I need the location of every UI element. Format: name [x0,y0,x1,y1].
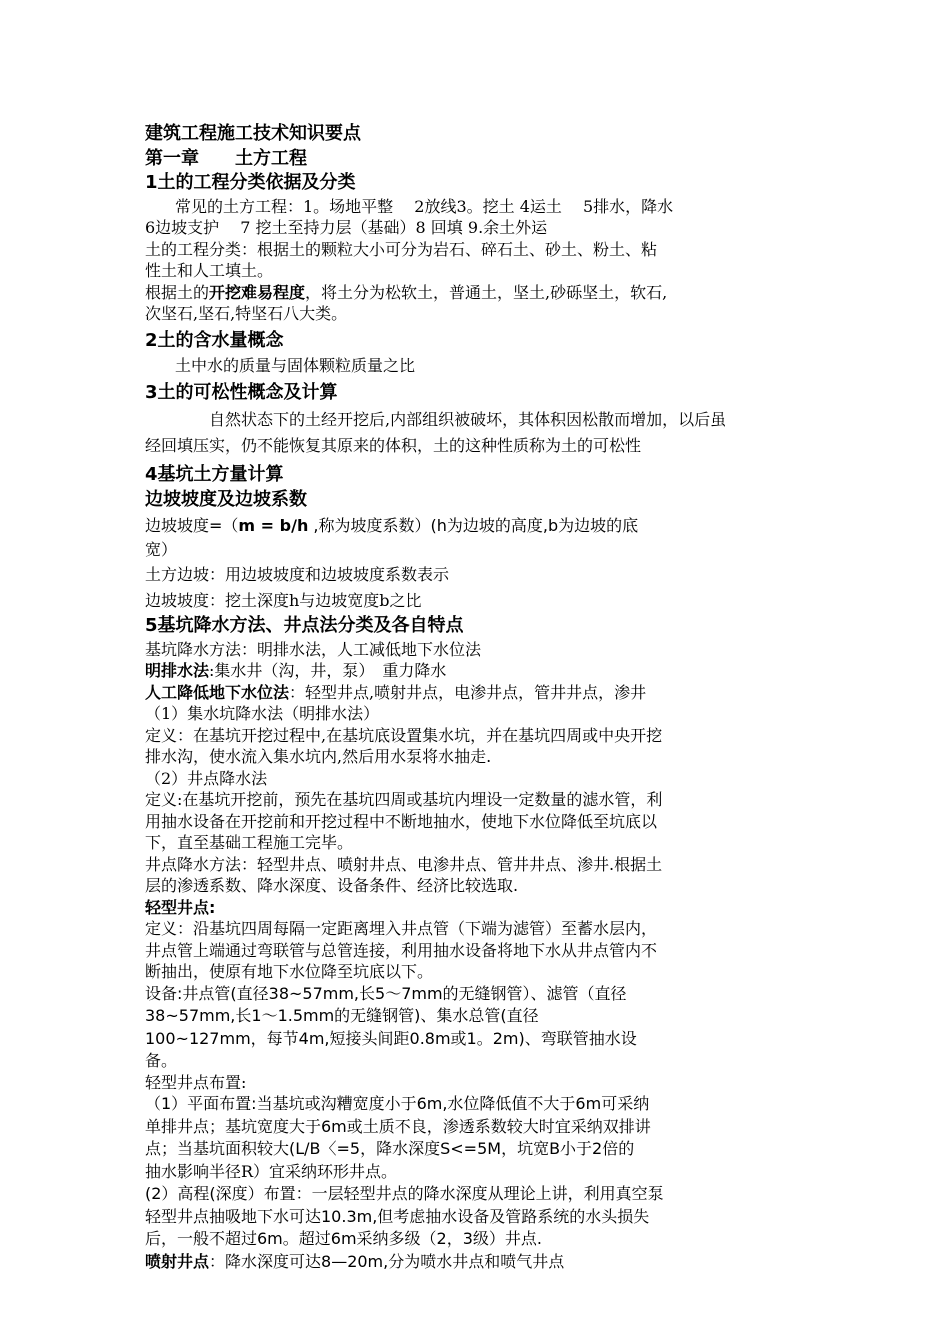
s5-line-6: （2）井点降水法 [145,768,268,788]
s5-line-14c: 后，一般不超过6m。超过6m采纳多级（2，3级）井点. [145,1229,542,1248]
s1-para-2-line-1: 土的工程分类：根据土的颗粒大小可分为岩石、碎石土、砂土、粉土、粘 [145,239,658,259]
s5-line-10c: 断抽出，使原有地下水位降至坑底以下。 [145,962,434,981]
section-2-heading: 2土的含水量概念 [145,329,284,351]
s5-line-13b: 单排井点；基坑宽度大于6m或土质不良，渗透系数较大时宜采纳双排讲 [145,1116,651,1136]
s1-para-3-pre: 根据土的 [145,282,210,302]
s5-line-11d: 备。 [145,1051,178,1070]
s4-para-1-line-2: 宽） [145,540,178,559]
s5-line-14b: 轻型井点抽吸地下水可达10.3m,但考虑抽水设备及管路系统的水头损失 [145,1206,650,1226]
s5-line-2 [145,660,817,682]
s2-para-1: 土中水的质量与固体颗粒质量之比 [175,356,416,375]
s1-para-3-bold: 开挖难易程度 [209,282,306,302]
s3-para-1-line-1: 自然状态下的土经开挖后,内部组织被破坏，其体积因松散而增加，以后虽 [209,410,727,429]
s5-line-7b: 用抽水设备在开挖前和开挖过程中不断地抽水，使地下水位降低至坑底以 [145,811,658,831]
s5-line-15-bold: 喷射井点 [145,1251,210,1271]
s5-line-2-bold: 明排水法 [145,661,210,680]
s5-line-4: （1）集水坑降水法（明排水法） [145,704,380,723]
s4-para-1-post: ,称为坡度系数）(h为边坡的高度,b为边坡的底 [308,516,639,535]
s5-line-3-post: ：轻型井点,喷射井点，电渗井点，管井井点，渗井 [289,682,647,702]
s5-line-7c: 下，直至基础工程施工完毕。 [145,833,354,852]
s5-line-3 [145,682,817,704]
s1-para-3-line-2: 次坚石,坚石,特坚石八大类。 [145,304,348,323]
s5-line-11a: 设备:井点管(直径38~57mm,长5～7mm的无缝钢管）、滤管（直径 [145,983,627,1003]
s5-line-13c: 点；当基坑面积较大(L/B〈=5，降水深度S<=5M，坑宽B小于2倍的 [145,1139,635,1158]
s5-line-10a: 定义：沿基坑四周每隔一定距离埋入井点管（下端为滤管）至蓄水层内， [145,919,658,938]
section-3-heading: 3土的可松性概念及计算 [145,381,338,403]
s5-line-14a: (2）高程(深度）布置：一层轻型井点的降水深度从理论上讲，利用真空泵 [145,1184,664,1203]
s5-line-11c: 100~127mm，每节4m,短接头间距0.8m或1。2m)、弯联管抽水设 [145,1028,637,1048]
s5-line-13d: 抽水影响半径R）宜采纳环形井点。 [145,1161,398,1181]
s5-line-5a: 定义：在基坑开挖过程中,在基坑底设置集水坑，并在基坑四周或中央开挖 [145,725,663,745]
s5-line-11b: 38~57mm,长1～1.5mm的无缝钢管)、集水总管(直径 [145,1006,539,1025]
s5-line-15 [145,1251,817,1274]
s1-para-1-line-2: 6边坡支护 7 挖土至持力层（基础）8 回填 9.余土外运 [145,218,548,237]
s5-line-7a: 定义:在基坑开挖前，预先在基坑四周或基坑内埋设一定数量的滤水管，利 [145,790,663,809]
section-4-heading: 4基坑土方量计算 [145,464,284,485]
s5-line-13a: （1）平面布置:当基坑或沟糟宽度小于6m,水位降低值不大于6m可采纳 [145,1094,650,1113]
s5-line-12: 轻型井点布置: [145,1072,247,1092]
document-page [145,122,817,1273]
s1-para-3-line-1 [145,282,817,304]
section-5-heading: 5基坑降水方法、井点法分类及各自特点 [145,615,464,636]
s5-line-5b: 排水沟，使水流入集水坑内,然后用水泵将水抽走. [145,747,492,766]
section-4-subheading: 边坡坡度及边坡系数 [145,488,307,510]
s3-para-1-line-2: 经回填压实，仍不能恢复其原来的体积，土的这种性质称为土的可松性 [145,436,642,455]
s4-para-2: 土方边坡：用边坡坡度和边坡坡度系数表示 [145,565,450,584]
s5-line-9-bold: 轻型井点: [145,897,216,917]
s5-line-8b: 层的渗透系数、降水深度、设备条件、经济比较选取. [145,876,519,895]
chapter-heading: 第一章 土方工程 [145,147,307,169]
section-1-heading: 1土的工程分类依据及分类 [145,172,356,193]
s5-line-8a: 井点降水方法：轻型井点、喷射井点、电渗井点、管井井点、渗井.根据土 [145,854,663,874]
s4-para-1-line-1 [145,514,817,538]
s4-formula: m = b/h [238,516,309,535]
s1-para-3-post: ，将土分为松软土，普通土，坚土,砂砾坚土，软石, [305,282,668,302]
s1-para-2-line-2: 性土和人工填土。 [145,261,274,280]
s5-line-10b: 井点管上端通过弯联管与总管连接，利用抽水设备将地下水从井点管内不 [145,940,658,960]
s5-line-1: 基坑降水方法：明排水法，人工减低地下水位法 [145,639,482,659]
s4-para-3: 边坡坡度：挖土深度h与边坡宽度b之比 [145,591,422,610]
s5-line-3-bold: 人工降低地下水位法 [145,682,290,702]
doc-title: 建筑工程施工技术知识要点 [145,123,361,144]
s4-para-1-pre: 边坡坡度=（ [145,516,239,535]
s1-para-1-line-1: 常见的土方工程：1。场地平整 2放线3。挖土 4运土 5排水，降水 [175,196,674,216]
s5-line-9 [145,897,817,919]
s5-line-15-post: ：降水深度可达8—20m,分为喷水井点和喷气井点 [209,1251,565,1271]
s5-line-2-post: :集水井（沟，井，泵） 重力降水 [209,661,447,680]
